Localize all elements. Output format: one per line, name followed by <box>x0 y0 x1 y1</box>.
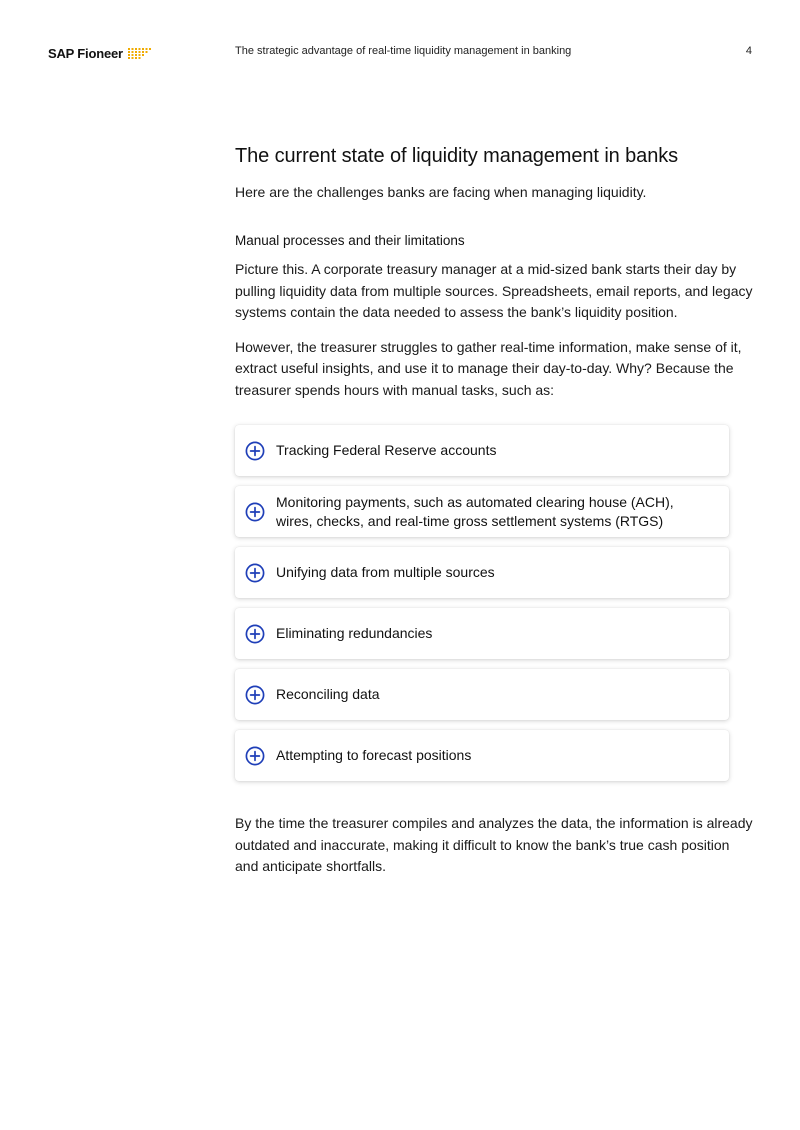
page-number: 4 <box>745 45 752 57</box>
task-card[interactable] <box>235 547 729 598</box>
plus-circle-icon <box>245 685 265 705</box>
task-card[interactable] <box>235 730 729 781</box>
main-content <box>235 142 755 878</box>
logo-dots-icon <box>128 48 151 59</box>
task-card-label: Unifying data from multiple sources <box>276 564 495 580</box>
plus-circle-icon <box>245 746 265 766</box>
closing-paragraph: By the time the treasurer compiles and analyzes the data, the information is already outdated and inaccurate, making it difficult to know the bank’s true cash position and anticipate shortfalls. <box>235 815 753 874</box>
plus-circle-icon <box>245 441 265 461</box>
subheading: Manual processes and their limitations <box>235 233 465 248</box>
task-card[interactable] <box>235 669 729 720</box>
task-card-label: Attempting to forecast positions <box>276 747 472 763</box>
section-intro: Here are the challenges banks are facing when managing liquidity. <box>235 184 647 200</box>
task-card-label: Monitoring payments, such as automated clearing house (ACH), wires, checks, and real-time gross settlement systems (RTGS) <box>276 493 674 529</box>
task-card-label: Tracking Federal Reserve accounts <box>276 442 497 458</box>
task-card-list <box>235 425 729 781</box>
plus-circle-icon <box>245 502 265 522</box>
plus-circle-icon <box>245 563 265 583</box>
task-card-label: Reconciling data <box>276 686 380 702</box>
document-title: The strategic advantage of real-time liquidity management in banking <box>235 45 572 57</box>
task-card[interactable] <box>235 486 729 537</box>
task-card[interactable] <box>235 425 729 476</box>
section-heading: The current state of liquidity management in banks <box>235 145 679 167</box>
paragraph-2: However, the treasurer struggles to gather real-time information, make sense of it, extract useful insights, and use it to manage their day-to-day. Why? Because the treasurer spends hours with manual tasks, such as: <box>235 338 742 398</box>
task-card[interactable] <box>235 608 729 659</box>
task-card-label: Eliminating redundancies <box>276 625 433 641</box>
logo-text: SAP Fioneer <box>48 46 123 61</box>
plus-circle-icon <box>245 624 265 644</box>
paragraph-1: Picture this. A corporate treasury manager at a mid-sized bank starts their day by pulling liquidity data from multiple sources. Spreadsheets, email reports, and legacy systems contain the data needed to assess the bank’s liquidity position. <box>235 261 753 320</box>
sap-fioneer-logo <box>48 46 151 61</box>
